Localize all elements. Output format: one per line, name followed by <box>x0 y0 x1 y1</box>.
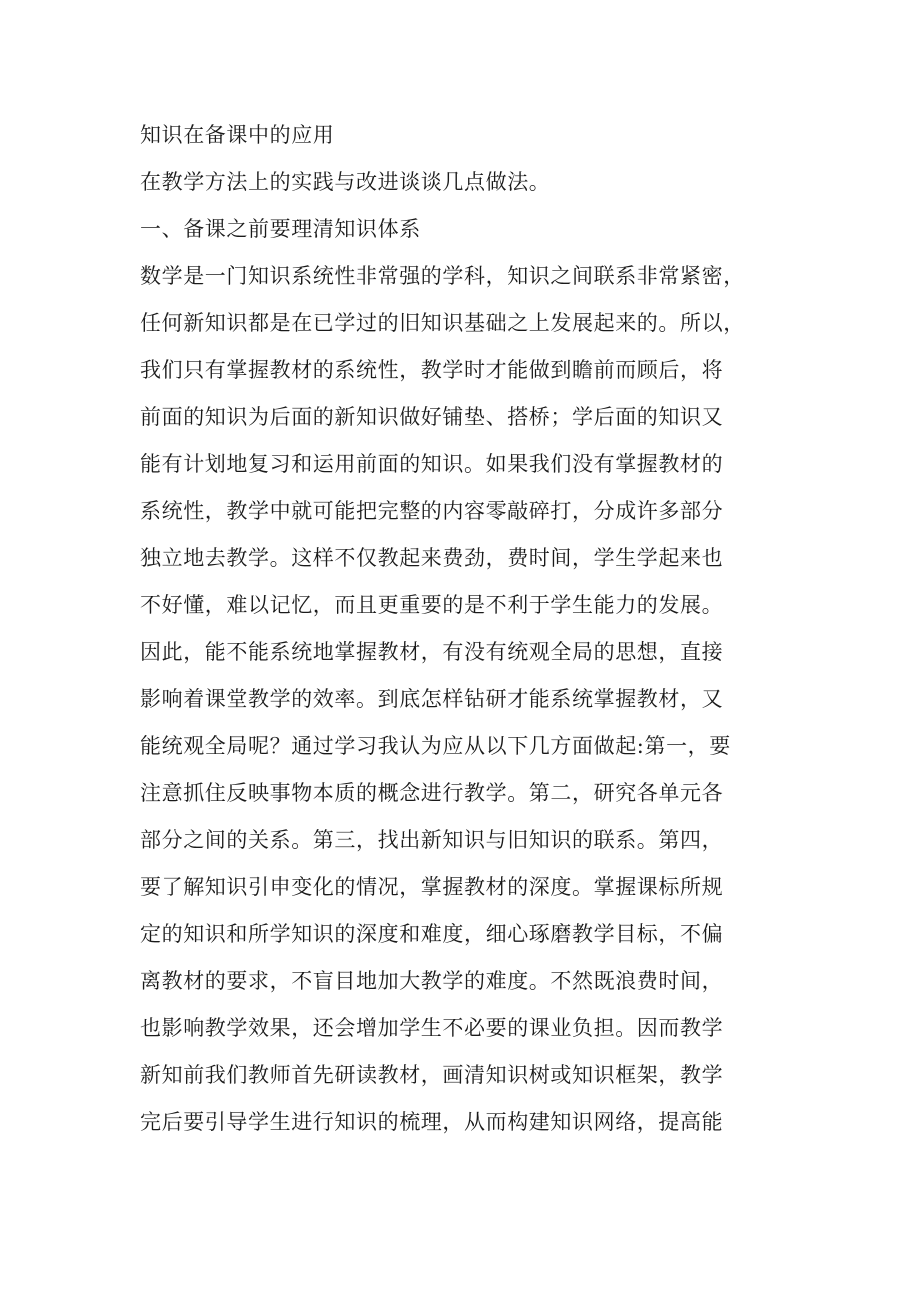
body-line: 完后要引导学生进行知识的梳理，从而构建知识网络，提高能 <box>140 1110 724 1134</box>
body-line: 独立地去教学。这样不仅教起来费劲，费时间，学生学起来也 <box>140 546 724 570</box>
body-line: 离教材的要求，不盲目地加大教学的难度。不然既浪费时间， <box>140 969 724 993</box>
body-line: 新知前我们教师首先研读教材，画清知识树或知识框架，教学 <box>140 1063 724 1087</box>
body-paragraph <box>140 253 785 1146</box>
document-title: 知识在备课中的应用 <box>140 123 335 147</box>
intro-line: 在教学方法上的实践与改进谈谈几点做法。 <box>140 170 551 194</box>
body-line: 不好懂，难以记忆，而且更重要的是不利于学生能力的发展。 <box>140 593 724 617</box>
body-line: 部分之间的关系。第三，找出新知识与旧知识的联系。第四， <box>140 828 724 852</box>
body-line: 注意抓住反映事物本质的概念进行教学。第二，研究各单元各 <box>140 781 724 805</box>
body-line: 也影响教学效果，还会增加学生不必要的课业负担。因而教学 <box>140 1016 724 1040</box>
body-line: 任何新知识都是在已学过的旧知识基础之上发展起来的。所以， <box>140 311 745 335</box>
body-line: 影响着课堂教学的效率。到底怎样钻研才能系统掌握教材，又 <box>140 687 724 711</box>
body-line: 我们只有掌握教材的系统性，教学时才能做到瞻前而顾后，将 <box>140 358 724 382</box>
body-line: 能有计划地复习和运用前面的知识。如果我们没有掌握教材的 <box>140 452 724 476</box>
body-line: 能统观全局呢？通过学习我认为应从以下几方面做起:第一，要 <box>140 734 731 758</box>
body-line: 定的知识和所学知识的深度和难度，细心琢磨教学目标，不偏 <box>140 922 724 946</box>
section-heading: 一、备课之前要理清知识体系 <box>140 217 421 241</box>
document-content <box>140 112 785 1146</box>
body-line: 因此，能不能系统地掌握教材，有没有统观全局的思想，直接 <box>140 640 724 664</box>
body-line: 要了解知识引申变化的情况，掌握教材的深度。掌握课标所规 <box>140 875 724 899</box>
body-line: 数学是一门知识系统性非常强的学科，知识之间联系非常紧密， <box>140 264 745 288</box>
body-line: 前面的知识为后面的新知识做好铺垫、搭桥；学后面的知识又 <box>140 405 724 429</box>
body-line: 系统性，教学中就可能把完整的内容零敲碎打，分成许多部分 <box>140 499 724 523</box>
